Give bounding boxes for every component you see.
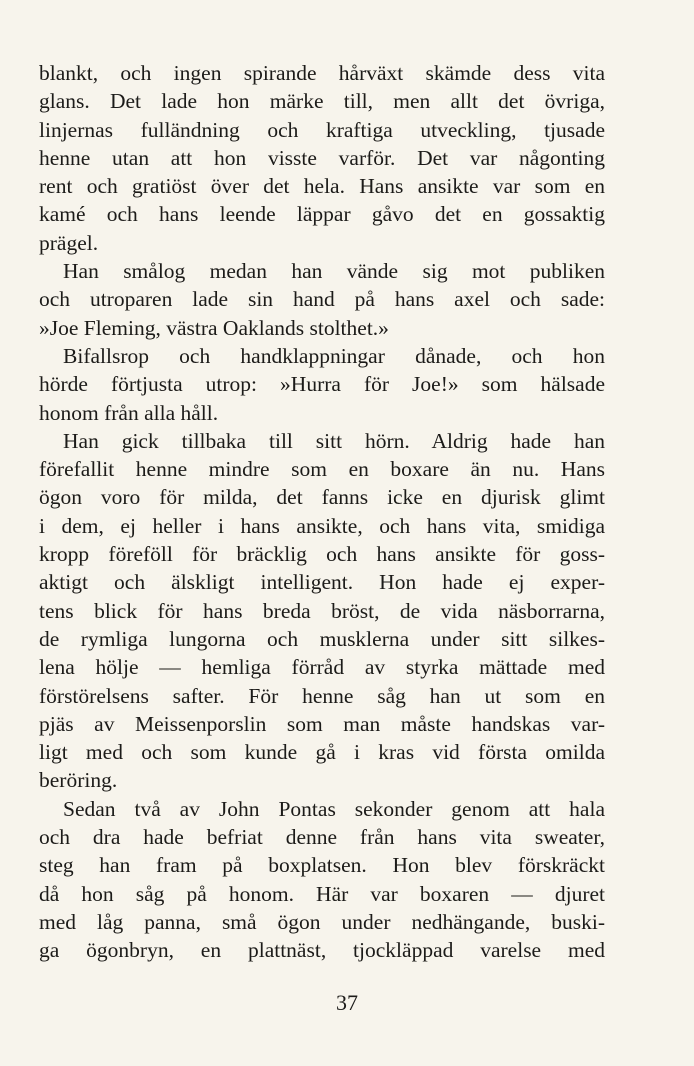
text-line: Han gick tillbaka till sitt hörn. Aldrig hade han	[63, 428, 605, 453]
text-line: kropp föreföll för bräcklig och hans ansikte för goss-	[39, 542, 605, 567]
page-number: 37	[336, 990, 358, 1015]
text-line: kamé och hans leende läppar gåvo det en gossaktig	[39, 202, 605, 227]
text-line: prägel.	[39, 230, 99, 255]
text-line: ligt med och som kunde gå i kras vid första omilda	[39, 740, 605, 765]
text-line: förstörelsens safter. För henne såg han ut som en	[39, 683, 605, 708]
body-text	[39, 59, 605, 965]
text-line: henne utan att hon visste varför. Det var någonting	[39, 145, 605, 170]
text-line: blankt, och ingen spirande hårväxt skämde dess vita	[39, 61, 605, 85]
text-line: Han smålog medan han vände sig mot publiken	[63, 259, 605, 284]
text-line: beröring.	[39, 768, 118, 793]
text-line: de rymliga lungorna och musklerna under sitt silkes-	[39, 626, 605, 651]
text-line: tens blick för hans breda bröst, de vida näsborrarna,	[39, 598, 605, 623]
text-line: ga ögonbryn, en plattnäst, tjockläppad varelse med	[39, 938, 605, 963]
text-line: och utroparen lade sin hand på hans axel och sade:	[39, 287, 605, 312]
text-line: förefallit henne mindre som en boxare än nu. Hans	[39, 457, 605, 482]
text-line: »Joe Fleming, västra Oaklands stolthet.»	[39, 315, 389, 340]
text-line: linjernas fulländning och kraftiga utveckling, tjusade	[39, 117, 605, 142]
text-line: ögon voro för milda, det fanns icke en djurisk glimt	[39, 485, 605, 510]
text-line: hörde förtjusta utrop: »Hurra för Joe!» som hälsade	[39, 372, 605, 397]
text-line: lena hölje — hemliga förråd av styrka mättade med	[39, 655, 605, 680]
text-line: i dem, ej heller i hans ansikte, och hans vita, smidiga	[39, 513, 605, 538]
text-line: aktigt och älskligt intelligent. Hon hade ej exper-	[39, 570, 605, 595]
text-line: då hon såg på honom. Här var boxaren — djuret	[39, 881, 605, 906]
text-line: Bifallsrop och handklappningar dånade, och hon	[63, 343, 605, 368]
text-line: rent och gratiöst över det hela. Hans ansikte var som en	[39, 174, 605, 199]
text-line: pjäs av Meissenporslin som man måste handskas var-	[39, 711, 605, 736]
text-line: steg han fram på boxplatsen. Hon blev förskräckt	[39, 853, 605, 878]
text-line: och dra hade befriat denne från hans vita sweater,	[39, 825, 605, 850]
text-line: Sedan två av John Pontas sekonder genom att hala	[63, 796, 605, 821]
text-line: honom från alla håll.	[39, 400, 219, 425]
text-line: glans. Det lade hon märke till, men allt det övriga,	[39, 89, 605, 114]
text-line: med låg panna, små ögon under nedhängande, buski-	[39, 909, 605, 934]
